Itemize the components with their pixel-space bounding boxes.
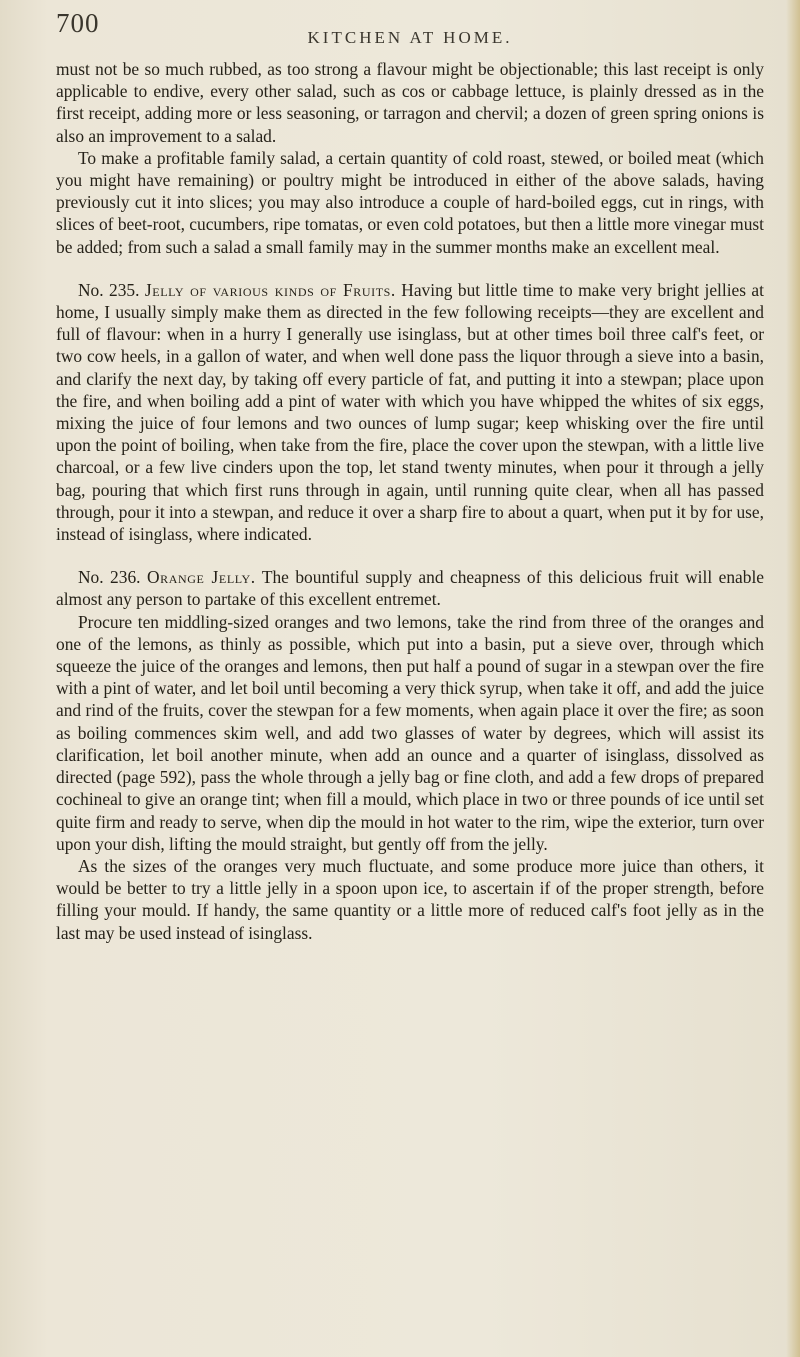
recipe-text: The bountiful supply and cheapness of this delicious fruit will enable almost any person to partake of this excellent entremet. <box>56 567 765 610</box>
page-number: 700 <box>56 8 100 38</box>
page-body <box>56 58 764 944</box>
family-salad-paragraph: To make a profitable family salad, a certain quantity of cold roast, stewed, or boiled meat (which you might have remaining) or poultry might be introduced in either of the above salads, having previously cut it into slices; you may also introduce a couple of hard-boiled eggs, cut in rings, with slices of beet-root, cucumbers, ripe tomatas, or even cold potatoes, but then a little more vinegar must be added; from such a salad a small family may in the summer months make an excellent meal. <box>56 147 764 257</box>
recipe-number: No. 235. <box>78 279 140 300</box>
recipe-236-paragraph <box>56 566 764 610</box>
recipe-title: Orange Jelly. <box>146 567 256 588</box>
page-header <box>56 8 764 58</box>
recipe-number: No. 236. <box>78 567 141 588</box>
orange-jelly-method-paragraph: Procure ten middling-sized oranges and two lemons, take the rind from three of the oranges and one of the lemons, as thinly as possible, which put into a basin, put a sieve over, through which squeeze the juice of the oranges and lemons, then put half a pound of sugar in a stewpan over the fire with a pint of water, and let boil until becoming a very thick syrup, when take it off, and add the juice and rind of the fruits, cover the stewpan for a few moments, when again place it over the fire; as soon as boiling commences skim well, and add two glasses of water by degrees, which will assist its clarification, let boil another minute, when add an ounce and a quarter of isinglass, dissolved as directed (page 592), pass the whole through a jelly bag or fine cloth, and add a few drops of prepared cochineal to give an orange tint; when fill a mould, which place in two or three pounds of ice until set quite firm and ready to serve, when dip the mould in hot water to the rim, wipe the exterior, turn over upon your dish, lifting the mould straight, but gently off from the jelly. <box>56 611 764 854</box>
recipe-text: Having but little time to make very bright jellies at home, I usually simply make them as directed in the few following receipts—they are excellent and full of flavour: when in a hurry I generally use isinglass, but at other times boil three calf's feet, or two cow heels, in a gallon of water, and when well done pass the liquor through a sieve into a basin, and clarify the next day, by taking off every particle of fat, and putting it into a stewpan; place upon the fire, and when boiling add a pint of water with which you have whipped the whites of six eggs, mixing the juice of four lemons and two ounces of lump sugar; keep whisking over the fire until upon the point of boiling, when take from the fire, place the cover upon the stewpan, with a little live charcoal, or a few live cinders upon the top, let stand twenty minutes, when pour it through a jelly bag, pouring that which first runs through in again, until running quite clear, when all has passed through, pour it into a stewpan, and reduce it over a sharp fire to about a quart, when put it by for use, instead of isinglass, where indicated. <box>56 279 764 545</box>
running-head: KITCHEN AT HOME. <box>307 28 513 47</box>
orange-jelly-note-paragraph: As the sizes of the oranges very much fluctuate, and some produce more juice than others, it would be better to try a little jelly in a spoon upon ice, to ascertain if of the proper strength, before filling your mould. If handy, the same quantity or a little more of reduced calf's foot jelly as in the last may be used instead of isinglass. <box>56 855 764 943</box>
recipe-title: Jelly of various kinds of Fruits. <box>144 279 396 300</box>
recipe-235-paragraph <box>56 279 764 545</box>
salad-paragraph-continued: must not be so much rubbed, as too strong a flavour might be objectionable; this last receipt is only applicable to endive, every other salad, such as cos or cabbage lettuce, is plainly dressed as in the first receipt, adding more or less seasoning, or tarragon and chervil; a dozen of green spring onions is also an improvement to a salad. <box>56 59 764 146</box>
page-edge-shadow <box>786 0 800 1357</box>
